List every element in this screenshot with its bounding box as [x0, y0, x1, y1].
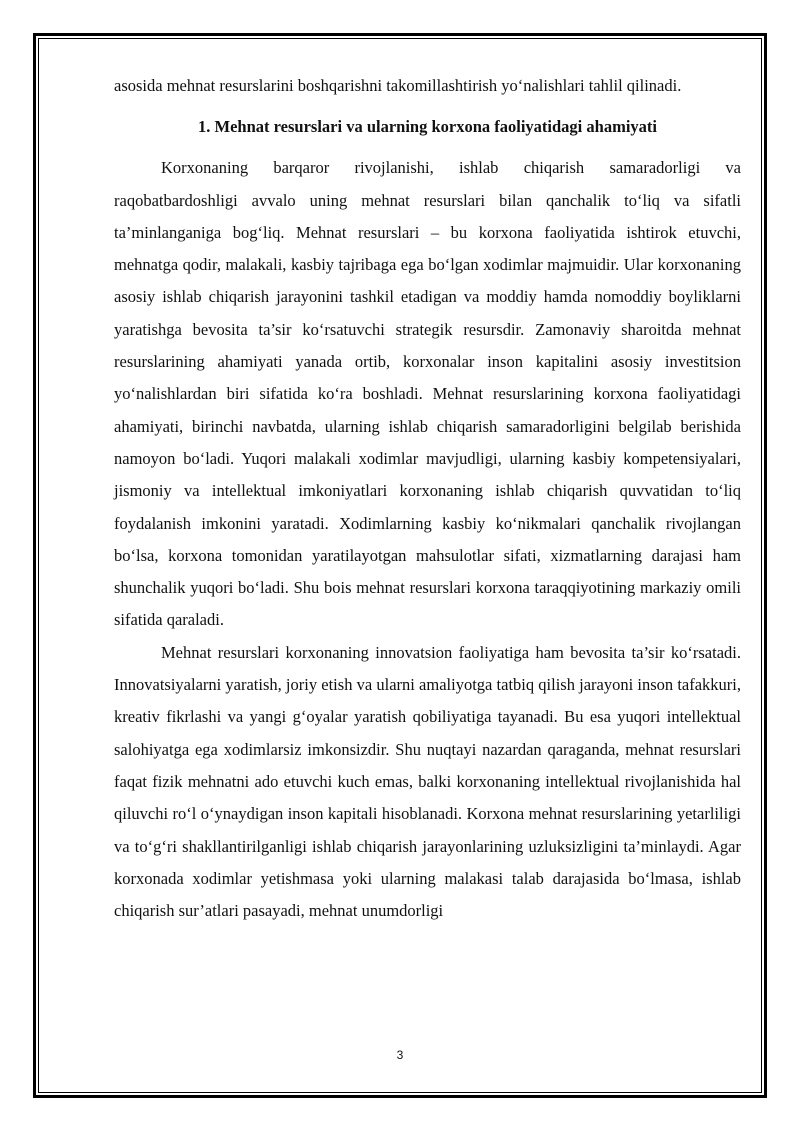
body-paragraph-2: Mehnat resurslari korxonaning innovatsion faoliyatiga ham bevosita ta’sir ko‘rsatadi. Innovatsiyalarni yaratish, joriy etish va ularni amaliyotga tatbiq qilish jarayoni inson tafakkuri, kreativ fikrlashi va yangi g‘oyalar yaratish qobiliyatiga tayanadi. Bu esa yuqori intellektual salohiyatga ega xodimlarsiz imkonsizdir. Shu nuqtayi nazardan qaraganda, mehnat resurslari faqat fizik mehnatni ado etuvchi kuch emas, balki korxonaning intellektual rivojlanishida hal qiluvchi ro‘l o‘ynaydigan inson kapitali hisoblanadi. Korxona mehnat resurslarining yetarliligi va to‘g‘ri shakllantirilganligi ishlab chiqarish jarayonlarining uzluksizligini ta’minlaydi. Agar korxonada xodimlar yetishmasa yoki ularning malakasi talab darajasida bo‘lmasa, ishlab chiqarish sur’atlari pasayadi, mehnat unumdorligi: [114, 642, 741, 921]
body-paragraph-1: Korxonaning barqaror rivojlanishi, ishlab chiqarish samaradorligi va raqobatbardoshligi avvalo uning mehnat resurslari bilan qanchalik to‘liq va sifatli ta’minlanganiga bog‘liq. Mehnat resurslari – bu korxona faoliyatida ishtirok etuvchi, mehnatga qodir, malakali, kasbiy tajribaga ega bo‘lgan xodimlar majmuidir. Ular korxonaning asosiy ishlab chiqarish jarayonini tashkil etadigan va moddiy hamda nomoddiy boyliklarni yaratishga bevosita ta’sir ko‘rsatuvchi strategik resursdir. Zamonaviy sharoitda mehnat resurslarining ahamiyati yanada ortib, korxonalar inson kapitalini asosiy investitsion yo‘nalishlardan biri sifatida ko‘ra boshladi. Mehnat resurslarining korxona faoliyatidagi ahamiyati, birinchi navbatda, ularning ishlab chiqarish samaradorligini belgilab berishida namoyon bo‘ladi. Yuqori malakali xodimlar mavjudligi, ularning kasbiy kompetensiyalari, jismoniy va intellektual imkoniyatlari korxonaning ishlab chiqarish quvvatidan to‘liq foydalanish imkonini yaratadi. Xodimlarning kasbiy ko‘nikmalari qanchalik rivojlangan bo‘lsa, korxona tomonidan yaratilayotgan mahsulotlar sifati, xizmatlarning darajasi ham shunchalik yuqori bo‘ladi. Shu bois mehnat resurslari korxona taraqqiyotining markaziy omili sifatida qaraladi.: [114, 158, 741, 630]
section-heading: 1. Mehnat resurslari va ularning korxona faoliyatidagi ahamiyati: [198, 117, 657, 137]
document-body: [114, 70, 741, 927]
intro-paragraph: asosida mehnat resurslarini boshqarishni takomillashtirish yo‘nalishlari tahlil qilinadi.: [114, 76, 682, 95]
page-number: 3: [396, 1048, 404, 1062]
